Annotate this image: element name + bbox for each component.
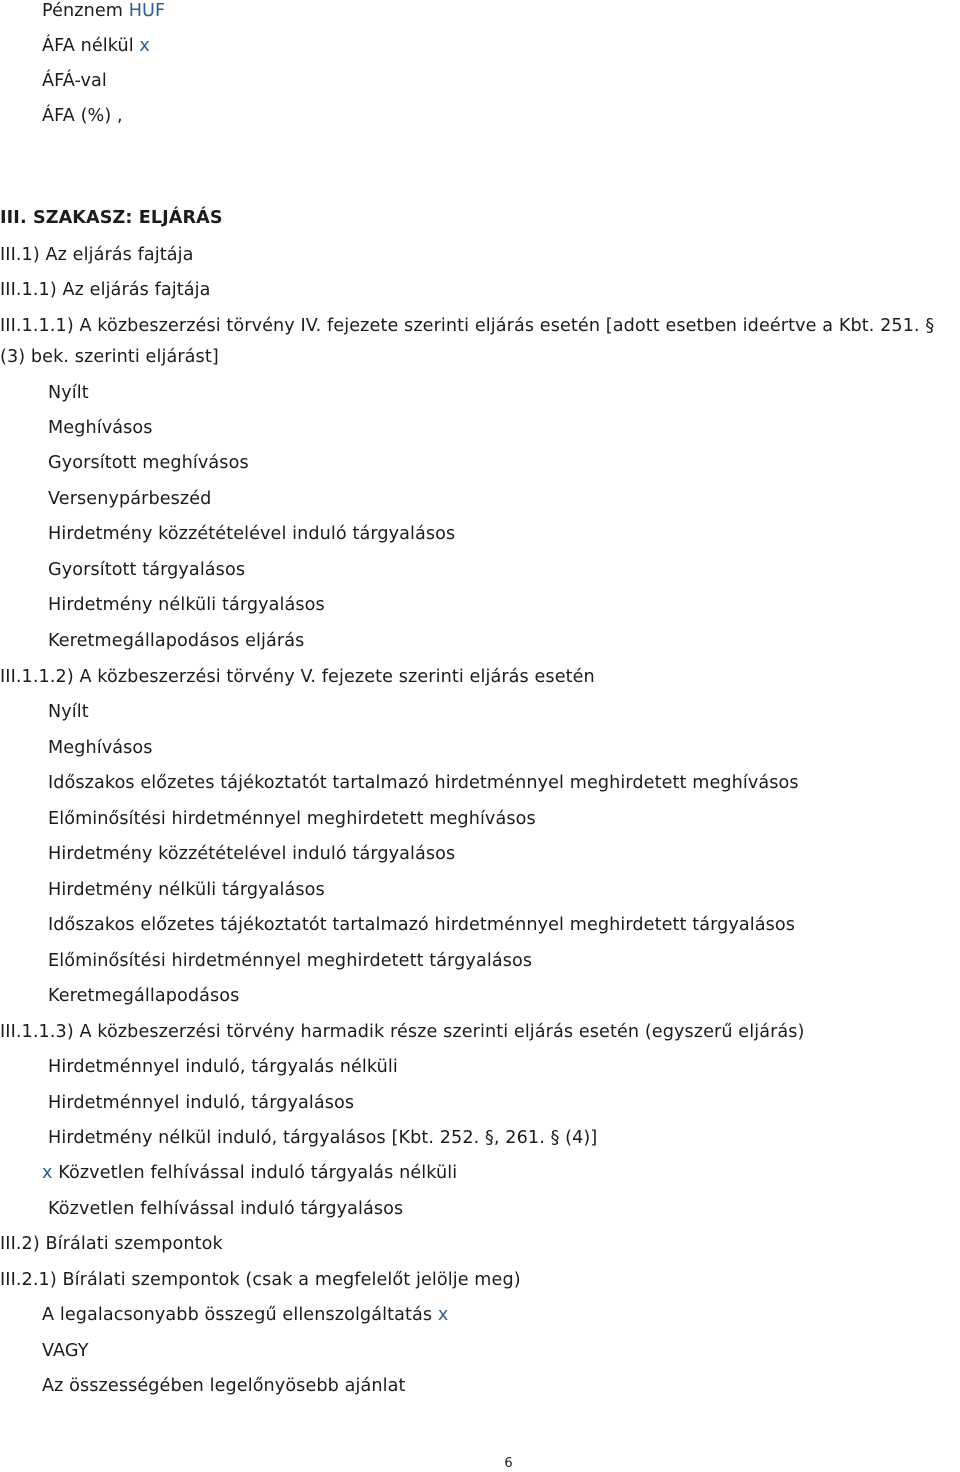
procedure-option: Nyílt xyxy=(48,383,89,403)
heading-iii-2: III.2) Bírálati szempontok xyxy=(0,1234,223,1254)
procedure-option: Hirdetmény nélküli tárgyalásos xyxy=(48,880,325,900)
currency-value: HUF xyxy=(128,1,166,21)
section-title: III. SZAKASZ: ELJÁRÁS xyxy=(0,208,223,228)
procedure-option-selected xyxy=(42,1162,457,1184)
procedure-option: Időszakos előzetes tájékoztatót tartalmazó hirdetménnyel meghirdetett meghívásos xyxy=(48,773,799,793)
heading-iii-1-1-3: III.1.1.3) A közbeszerzési törvény harmadik része szerinti eljárás esetén (egyszerű eljárás) xyxy=(0,1022,805,1042)
vat-percent-label: ÁFA (%) , xyxy=(42,106,123,126)
vat-with-label: ÁFÁ-val xyxy=(42,71,107,91)
procedure-option: Gyorsított meghívásos xyxy=(48,453,249,473)
criteria-lowest-label: A legalacsonyabb összegű ellenszolgáltatás xyxy=(42,1305,433,1325)
heading-iii-1-1-1-continued: (3) bek. szerinti eljárást] xyxy=(0,347,219,367)
heading-iii-1-1-1 xyxy=(0,315,934,337)
procedure-option: Keretmegállapodásos eljárás xyxy=(48,631,305,651)
procedure-option: Előminősítési hirdetménnyel meghirdetett meghívásos xyxy=(48,809,536,829)
criteria-or: VAGY xyxy=(42,1341,89,1361)
procedure-option: Hirdetmény közzétételével induló tárgyalásos xyxy=(48,524,456,544)
heading-iii-1: III.1) Az eljárás fajtája xyxy=(0,245,194,265)
procedure-option: Hirdetmény nélküli tárgyalásos xyxy=(48,595,325,615)
criteria-lowest-mark: x xyxy=(437,1305,449,1325)
vat-without-mark: x xyxy=(139,36,150,56)
procedure-option: Meghívásos xyxy=(48,738,153,758)
heading-iii-1-1-2: III.1.1.2) A közbeszerzési törvény V. fejezete szerinti eljárás esetén xyxy=(0,667,595,687)
procedure-option: Előminősítési hirdetménnyel meghirdetett tárgyalásos xyxy=(48,951,533,971)
procedure-option: Hirdetménnyel induló, tárgyalásos xyxy=(48,1093,355,1113)
page-number: 6 xyxy=(504,1456,513,1471)
procedure-option: Nyílt xyxy=(48,702,89,722)
procedure-option: Hirdetménnyel induló, tárgyalás nélküli xyxy=(48,1057,398,1077)
selected-option-label: Közvetlen felhívással induló tárgyalás nélküli xyxy=(58,1163,458,1183)
criteria-lowest-price xyxy=(42,1304,448,1326)
section-symbol: § xyxy=(925,316,935,336)
heading-iii-2-1: III.2.1) Bírálati szempontok (csak a megfelelőt jelölje meg) xyxy=(0,1270,521,1290)
procedure-option: Keretmegállapodásos xyxy=(48,986,240,1006)
procedure-option: Hirdetmény közzétételével induló tárgyalásos xyxy=(48,844,456,864)
procedure-option: Közvetlen felhívással induló tárgyalásos xyxy=(48,1199,404,1219)
procedure-option: Időszakos előzetes tájékoztatót tartalmazó hirdetménnyel meghirdetett tárgyalásos xyxy=(48,915,796,935)
currency-label: Pénznem xyxy=(42,1,124,21)
heading-iii-1-1-1-text: III.1.1.1) A közbeszerzési törvény IV. fejezete szerinti eljárás esetén [adott esetben ideértve a Kbt. 251. xyxy=(0,316,920,336)
procedure-option: Gyorsított tárgyalásos xyxy=(48,560,246,580)
vat-without-line xyxy=(42,35,150,57)
heading-iii-1-1: III.1.1) Az eljárás fajtája xyxy=(0,280,211,300)
procedure-option: Versenypárbeszéd xyxy=(48,489,212,509)
procedure-option: Hirdetmény nélkül induló, tárgyalásos [Kbt. 252. §, 261. § (4)] xyxy=(48,1128,598,1148)
criteria-best-value: Az összességében legelőnyösebb ajánlat xyxy=(42,1376,406,1396)
selected-mark: x xyxy=(42,1163,53,1183)
procedure-option: Meghívásos xyxy=(48,418,153,438)
currency-line xyxy=(42,0,165,22)
vat-without-label: ÁFA nélkül xyxy=(42,36,134,56)
